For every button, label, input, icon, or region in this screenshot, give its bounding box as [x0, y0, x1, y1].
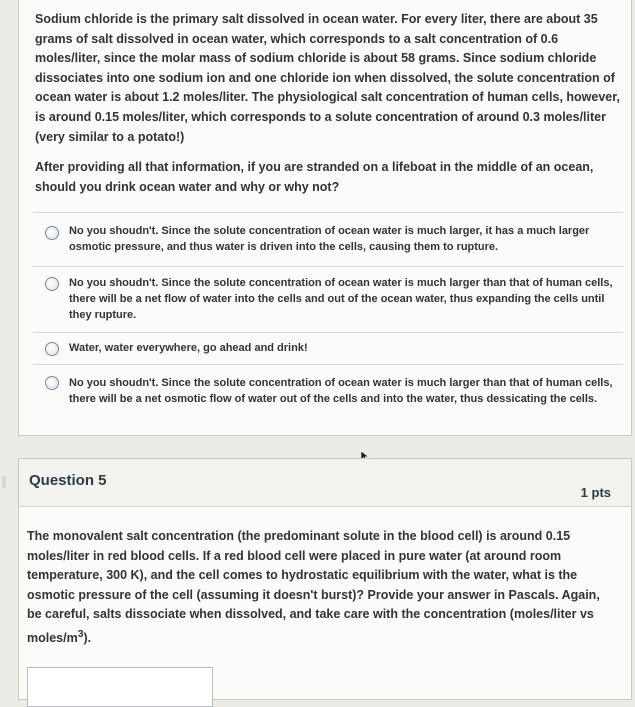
answer-input[interactable] [27, 667, 213, 707]
question-5-card [18, 458, 632, 700]
question-4-prompt: After providing all that information, if you are stranded on a lifeboat in the middle of an ocean, should you drink ocean water and why or why not? [35, 160, 594, 194]
question-5-text-main: The monovalent salt concentration (the predominant solute in the blood cell) is around 0.15 moles/liter in red blood cells. If a red blood cell were placed in pure water (at around room temperature, 300 K), and the cell comes to hydrostatic equilibrium with the water, what is the osmotic pressure of the cell (assuming it doesn't burst)? Provide your answer in Pascals. Again, be careful, salts dissociate when dissolved, and take care with the concentration (moles/liter vs moles/m [27, 529, 600, 646]
question-5-text-end: ). [83, 631, 92, 646]
question-5-text-superscript: 3 [77, 628, 84, 640]
answer-label: Water, water everywhere, go ahead and drink! [69, 342, 308, 354]
answer-option-4[interactable] [33, 364, 623, 424]
radio-button[interactable] [45, 342, 59, 356]
question-5-title: Question 5 [29, 472, 107, 489]
answer-label: No you shoudn't. Since the solute concentration of ocean water is much larger than that of human cells, there will be a net flow of water into the cells and out of the ocean water, thus expanding the cells until they rupture. [69, 277, 613, 321]
question-5-header [19, 459, 631, 507]
radio-button[interactable] [45, 277, 59, 291]
radio-button[interactable] [45, 226, 59, 240]
radio-button[interactable] [45, 376, 59, 390]
question-5-points: 1 pts [580, 485, 611, 500]
answer-option-2[interactable] [33, 266, 623, 332]
answer-option-3[interactable] [33, 332, 623, 364]
answer-label: No you shoudn't. Since the solute concentration of ocean water is much larger, it has a much larger osmotic pressure, and thus water is driven into the cells, causing them to rupture. [69, 225, 590, 253]
answer-label: No you shoudn't. Since the solute concentration of ocean water is much larger than that of human cells, there will be a net osmotic flow of water out of the cells and into the water, thus dessicating the cells. [69, 377, 613, 405]
question-4-card [18, 0, 632, 436]
answer-option-1[interactable] [33, 212, 623, 264]
question-5-text [27, 527, 617, 649]
divider-mark [2, 476, 6, 488]
question-4-text: Sodium chloride is the primary salt dissolved in ocean water. For every liter, there are about 35 grams of salt dissolved in ocean water, which corresponds to a salt concentration of 0.6 moles/liter, since the molar mass of sodium chloride is about 58 grams. Since sodium chloride dissociates into one sodium ion and one chloride ion when dissolved, the solute concentration of ocean water is about 1.2 moles/liter. The physiological salt concentration of human cells, however, is around 0.15 moles/liter, which corresponds to a solute concentration of around 0.3 moles/liter (very similar to a potato!) [35, 12, 620, 144]
